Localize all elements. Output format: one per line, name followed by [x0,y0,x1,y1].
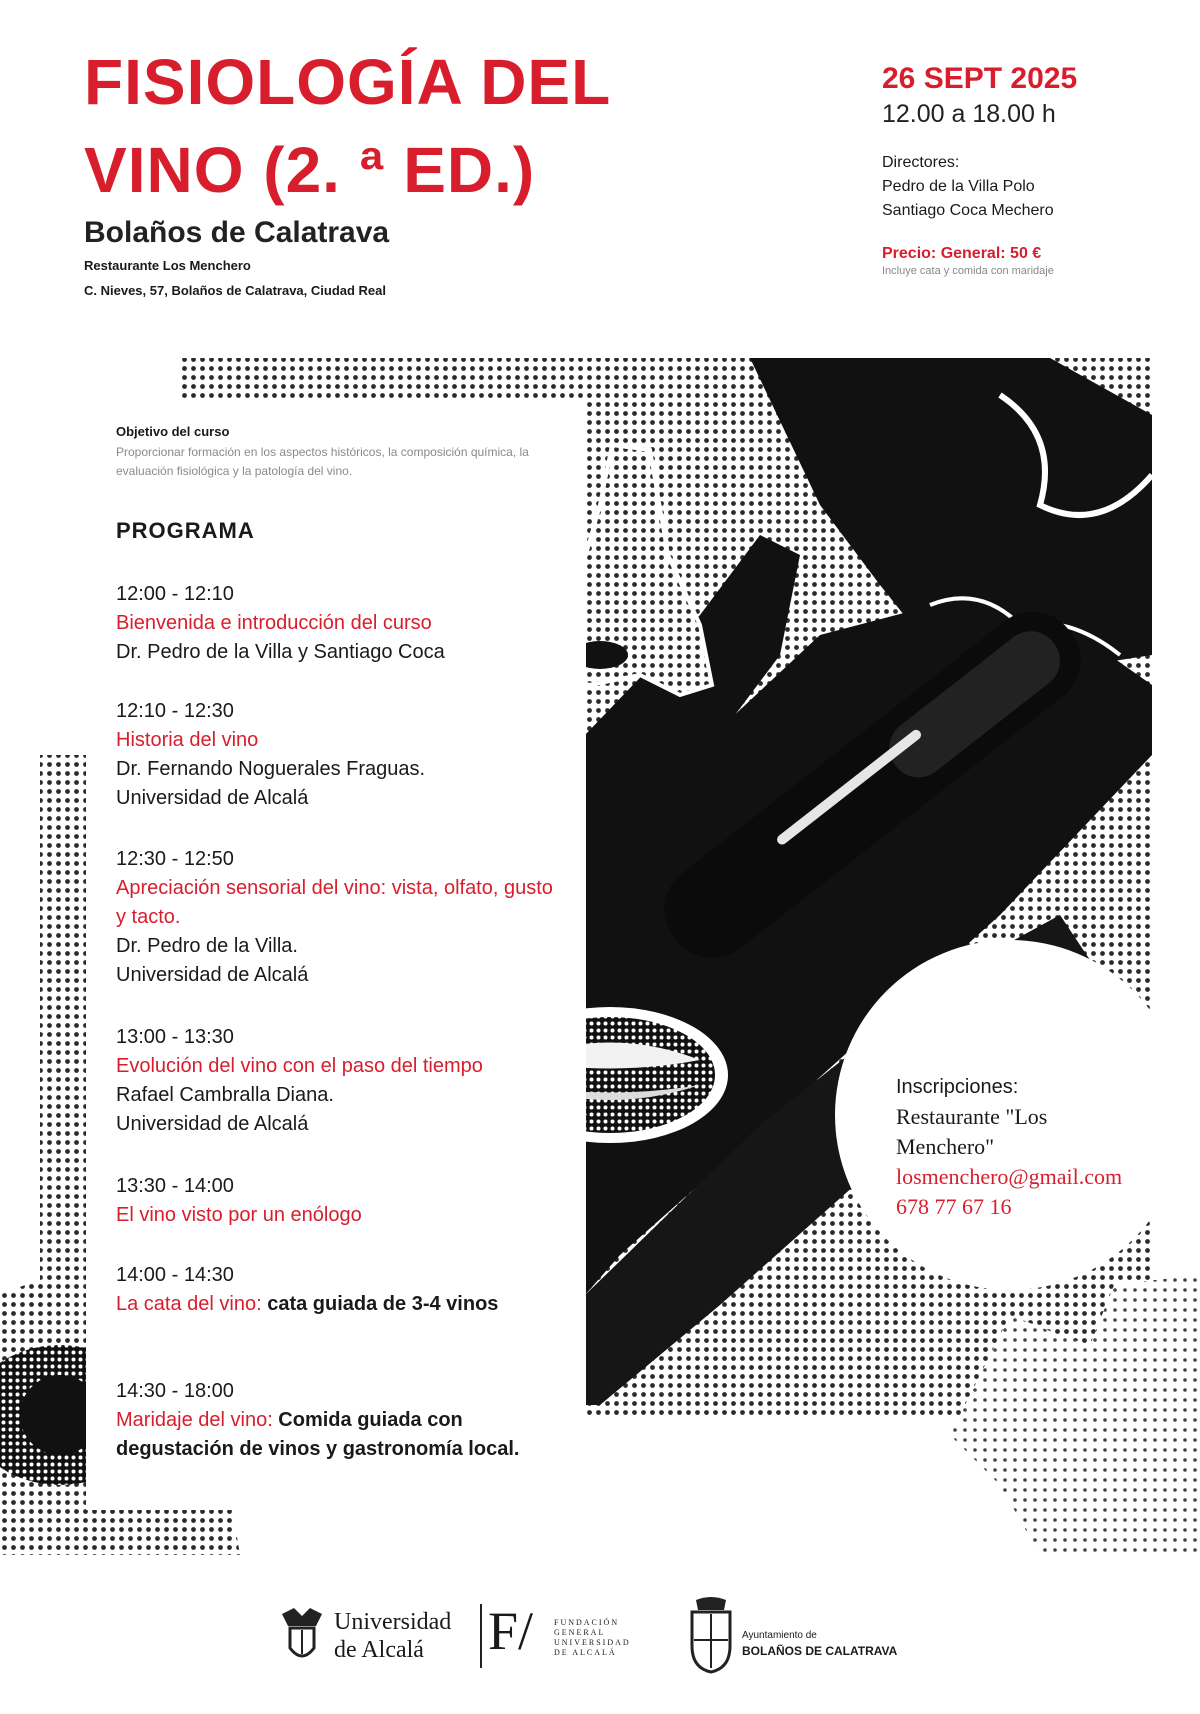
session-topic: Historia del vino [116,729,259,751]
session-affiliation: Universidad de Alcalá [116,1113,309,1135]
session-topic: El vino visto por un enólogo [116,1204,362,1226]
poster-title [84,38,804,214]
fgua-name: FUNDACIÓN GENERAL UNIVERSIDAD DE ALCALÁ [554,1618,631,1657]
session-topic: Evolución del vino con el paso del tiempo [116,1055,483,1077]
ayto-label-big: BOLAÑOS DE CALATRAVA [742,1644,898,1658]
objective-title: Objetivo del curso [116,424,230,439]
session-time: 14:30 - 18:00 [116,1380,234,1402]
session-topic-lead: La cata del vino: [116,1293,262,1315]
registration-email[interactable]: losmenchero@gmail.com [896,1164,1123,1189]
session-speaker: Dr. Pedro de la Villa. [116,935,298,957]
session-affiliation: Universidad de Alcalá [116,787,309,809]
director-name: Pedro de la Villa Polo [882,178,1035,195]
session-time: 12:30 - 12:50 [116,848,234,870]
venue-address: C. Nieves, 57, Bolaños de Calatrava, Ciudad Real [84,283,387,298]
course-objective [116,424,556,481]
session-topic: Apreciación sensorial del vino: vista, olfato, gusto y tacto. [116,877,553,928]
session-topic-bold: cata guiada de 3-4 vinos [261,1293,499,1315]
event-info [882,62,1182,277]
director-name: Santiago Coca Mechero [882,202,1054,219]
fgua-logo-icon: F/ [488,1601,534,1661]
program-title: PROGRAMA [116,518,255,543]
session-topic: Bienvenida e introducción del curso [116,612,432,634]
program-session [116,580,566,667]
registration-place-line1: Restaurante "Los [896,1104,1048,1129]
session-time: 12:00 - 12:10 [116,583,234,605]
session-speaker: Dr. Fernando Noguerales Fraguas. [116,758,426,780]
uah-name [334,1608,451,1664]
directors [882,151,1182,223]
program-session [116,1377,566,1464]
event-hours: 12.00 a 18.00 h [882,100,1056,128]
program-session [116,845,566,990]
uah-crest-icon [276,1606,328,1666]
sponsor-logos [270,1596,930,1686]
session-topic-bold: Comida guiada con degustación de vinos y gastronomía local. [116,1409,520,1460]
program-session [116,1261,566,1319]
program-session [116,697,566,813]
session-affiliation: Universidad de Alcalá [116,964,309,986]
registration-info [896,1072,1196,1222]
session-time: 13:30 - 14:00 [116,1175,234,1197]
program-session [116,1172,566,1230]
venue-city: Bolaños de Calatrava [84,216,390,249]
session-speaker: Dr. Pedro de la Villa y Santiago Coca [116,641,445,663]
title-line-1: FISIOLOGÍA DEL [84,46,612,118]
uah-line-1: Universidad [334,1609,452,1635]
registration-label: Inscripciones: [896,1076,1019,1098]
ayto-label-small: Ayuntamiento de [742,1630,817,1641]
session-speaker: Rafael Cambralla Diana. [116,1084,334,1106]
price-note: Incluye cata y comida con maridaje [882,265,1054,277]
title-line-2: VINO (2. ª ED.) [84,134,536,206]
session-time: 13:00 - 13:30 [116,1026,234,1048]
session-topic [116,1406,566,1464]
session-time: 14:00 - 14:30 [116,1264,234,1286]
session-topic [116,1290,566,1319]
uah-line-2: de Alcalá [334,1637,424,1663]
ayto-shield-icon [688,1596,734,1674]
directors-label: Directores: [882,154,960,171]
logo-divider [480,1604,482,1668]
venue-block [84,216,389,298]
registration-phone[interactable]: 678 77 67 16 [896,1194,1012,1219]
price: Precio: General: 50 € [882,245,1042,262]
program-session [116,1023,566,1139]
venue-place: Restaurante Los Menchero [84,258,251,273]
objective-text: Proporcionar formación en los aspectos históricos, la composición química, la evaluación fisiológica y la patología del vino. [116,445,529,478]
session-time: 12:10 - 12:30 [116,700,234,722]
session-topic-lead: Maridaje del vino: [116,1409,273,1431]
registration-place-line2: Menchero" [896,1134,995,1159]
event-date: 26 SEPT 2025 [882,62,1078,95]
